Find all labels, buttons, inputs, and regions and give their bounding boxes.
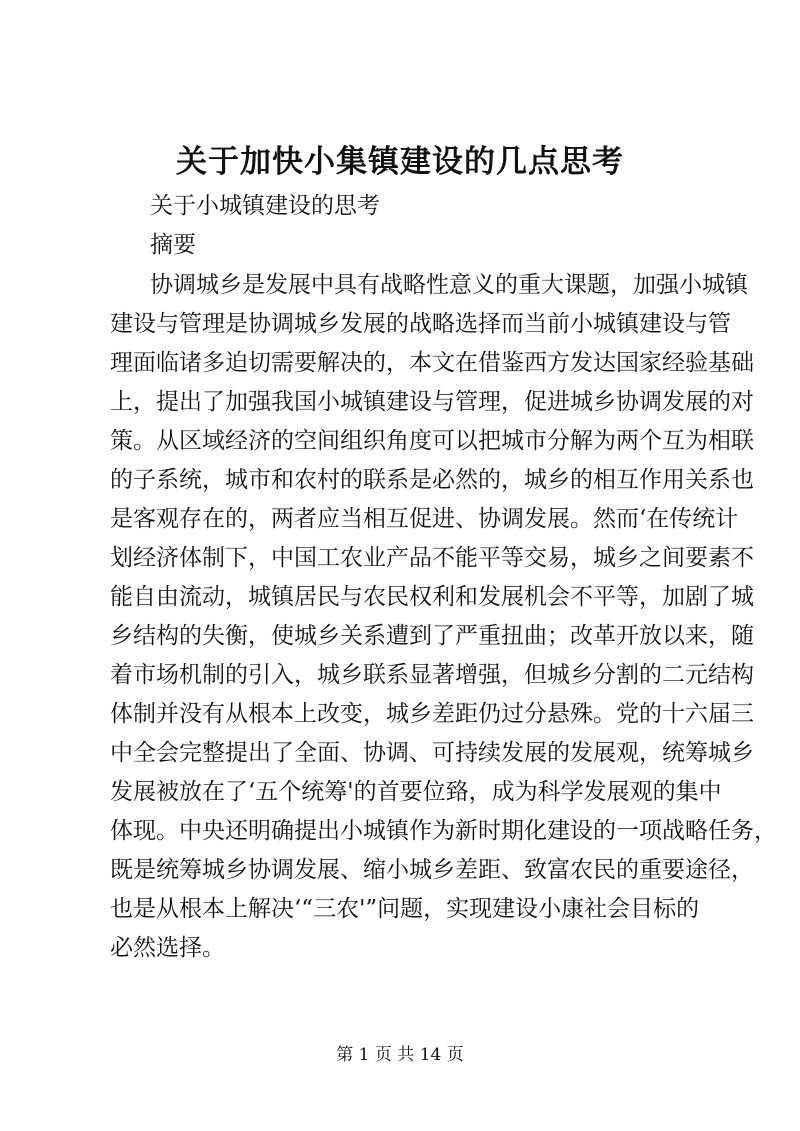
paragraph-line: 策。从区域经济的空间组织角度可以把城市分解为两个互为相联 bbox=[110, 428, 754, 454]
paragraph-line: 体制并没有从根本上改变，城乡差距仍过分悬殊。党的十六届三 bbox=[110, 701, 754, 727]
paragraph-line: 是客观存在的，两者应当相互促进、协调发展。然而‘在传统计 bbox=[110, 506, 739, 532]
paragraph-line: 既是统筹城乡协调发展、缩小城乡差距、致富农民的重要途径， bbox=[110, 857, 754, 883]
paragraph-line: 中全会完整提出了全面、协调、可持续发展的发展观，统筹城乡 bbox=[110, 740, 754, 766]
document-subtitle: 关于小城镇建设的思考 bbox=[150, 193, 380, 219]
page-indicator: 第 1 页 共 14 页 bbox=[336, 1045, 464, 1065]
paragraph-line: 必然选择。 bbox=[110, 935, 225, 961]
paragraph-line: 上，提出了加强我国小城镇建设与管理，促进城乡协调发展的对 bbox=[110, 389, 754, 415]
paragraph-line: 体现。中央还明确提出小城镇作为新时期化建设的一项战略任务， bbox=[110, 818, 777, 844]
paragraph-line: 发展被放在了‘五个统筹'的首要位臵，成为科学发展观的集中 bbox=[110, 779, 722, 805]
paragraph-line: 理面临诸多迫切需要解决的，本文在借鉴西方发达国家经验基础 bbox=[110, 350, 754, 376]
paragraph-line: 乡结构的失衡，使城乡关系遭到了严重扭曲；改革开放以来，随 bbox=[110, 623, 754, 649]
section-heading: 摘要 bbox=[150, 232, 196, 258]
paragraph-line: 能自由流动，城镇居民与农民权利和发展机会不平等，加剧了城 bbox=[110, 584, 754, 610]
paragraph-line: 着市场机制的引入，城乡联系显著增强，但城乡分割的二元结构 bbox=[110, 662, 754, 688]
paragraph-line: 划经济体制下，中国工农业产品不能平等交易，城乡之间要素不 bbox=[110, 545, 754, 571]
document-title: 关于加快小集镇建设的几点思考 bbox=[176, 144, 624, 180]
paragraph-line: 建设与管理是协调城乡发展的战略选择而当前小城镇建设与管 bbox=[110, 311, 731, 337]
paragraph-line: 的子系统，城市和农村的联系是必然的，城乡的相互作用关系也 bbox=[110, 467, 754, 493]
paragraph-line: 也是从根本上解决‘“三农'”问题，实现建设小康社会目标的 bbox=[110, 896, 700, 922]
paragraph-line: 协调城乡是发展中具有战略性意义的重大课题，加强小城镇 bbox=[150, 272, 748, 298]
